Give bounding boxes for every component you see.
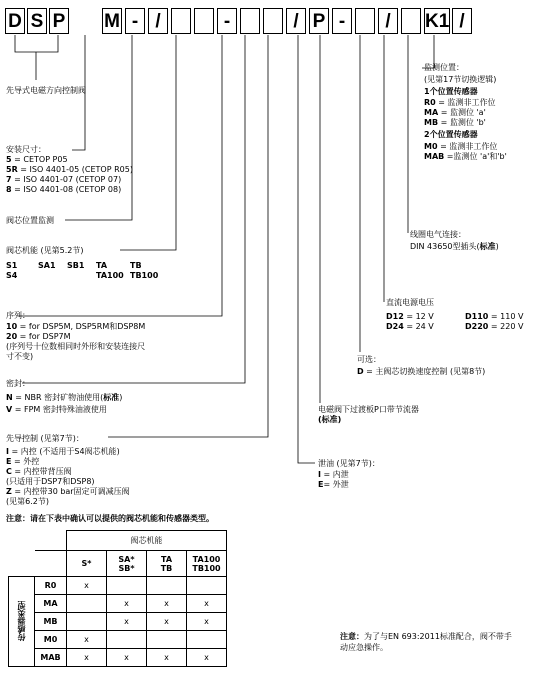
code-cell-6: - — [125, 8, 145, 34]
pilot-item-6: (见第6.2节) — [6, 497, 49, 506]
code-cell-15: - — [332, 8, 352, 34]
spool-code: TA — [96, 261, 108, 270]
table-header-group: 阀芯机能 — [67, 531, 227, 551]
drain-item-i: I = 内泄 — [318, 470, 349, 479]
pilot-item-3: C = 内控带背压阀 — [6, 467, 72, 476]
mount-item-2: 5R = ISO 4401-05 (CETOP R05) — [6, 165, 133, 174]
pilot-item-1: I = 内控 (不适用于S4阀芯机能) — [6, 447, 120, 456]
spool-code: TB100 — [130, 271, 159, 280]
table-col-header: SA* SB* — [107, 551, 147, 577]
code-cell-20: / — [452, 8, 472, 34]
option-title: 可选： — [357, 355, 381, 364]
code-cell-13: / — [286, 8, 306, 34]
pilot-item-5: Z = 内控带30 bar固定可调减压阀 — [6, 487, 130, 496]
monitor-one-r0: R0 = 监测非工作位 — [424, 98, 496, 107]
code-cell-2: S — [27, 8, 47, 34]
pilot-item-2: E = 外控 — [6, 457, 40, 466]
spool-code: SA1 — [38, 261, 56, 270]
series-item-1: 10 = for DSP5M, DSP5RM和DSP8M — [6, 322, 146, 331]
note-main: 注意：请在下表中确认可以提供的阀芯机能和传感器类型。 — [6, 514, 214, 523]
option-item: D = 主阀芯切换速度控制 (见第8节) — [357, 367, 486, 376]
code-cell-17: / — [378, 8, 398, 34]
monitor-title: 监测位置： — [424, 63, 464, 72]
monitor-two-mab: MAB =监测位 'a'和'b' — [424, 152, 507, 161]
pilot-valve-label: 先导式电磁方向控制阀 — [6, 86, 86, 95]
note-bottom-2: 动应急操作。 — [340, 643, 388, 652]
code-cell-5: M — [102, 8, 122, 34]
spool-code: TA100 — [96, 271, 124, 280]
monitor-one-title: 1个位置传感器 — [424, 87, 478, 96]
coil-text: DIN 43650型插头(标准) — [410, 242, 499, 251]
table-row: MB x x x — [9, 613, 227, 631]
monitor-two-title: 2个位置传感器 — [424, 130, 478, 139]
code-cell-10: - — [217, 8, 237, 34]
table-row: 传感器类型 R0 x — [9, 577, 227, 595]
spool-monitor-label: 阀芯位置监测 — [6, 216, 54, 225]
mount-item-4: 8 = ISO 4401-08 (CETOP 08) — [6, 185, 122, 194]
note-bottom-1: 注意：为了与EN 693:2011标准配合，阀不带手 — [340, 632, 512, 641]
pilot-item-4: (只适用于DSP7和DSP8) — [6, 477, 95, 486]
table-row: MAB x x x x — [9, 649, 227, 667]
voltage-d110: D110 = 110 V — [465, 312, 524, 321]
voltage-title: 直流电源电压 — [386, 298, 434, 307]
seal-item-v: V = FPM 密封特殊油液使用 — [6, 405, 107, 414]
voltage-d220: D220 = 220 V — [465, 322, 524, 331]
spool-code: S1 — [6, 261, 18, 270]
spool-code: TB — [130, 261, 142, 270]
spool-code: S4 — [6, 271, 18, 280]
table-col-header: S* — [67, 551, 107, 577]
spool-code: SB1 — [67, 261, 85, 270]
drain-title: 泄油 (见第7节)： — [318, 459, 380, 468]
table-row: MA x x x — [9, 595, 227, 613]
table-col-header: TA TB — [147, 551, 187, 577]
mount-item-1: 5 = CETOP P05 — [6, 155, 68, 164]
throttle-label: 电磁阀下过渡板P口带节流器 — [318, 405, 419, 414]
code-cell-7: / — [148, 8, 168, 34]
series-note-1: (序列号十位数相同时外形和安装连接尺 — [6, 342, 146, 351]
coil-title: 线圈电气连接： — [410, 230, 466, 239]
code-cell-3: P — [49, 8, 69, 34]
voltage-d12: D12 = 12 V — [386, 312, 434, 321]
drain-item-e: E= 外泄 — [318, 480, 349, 489]
code-cell-1: D — [5, 8, 25, 34]
table-row: M0 x — [9, 631, 227, 649]
monitor-ref: (见第17节切换逻辑) — [424, 75, 497, 84]
pilot-title: 先导控制 (见第7节)： — [6, 434, 84, 443]
series-note-2: 寸不变) — [6, 352, 34, 361]
code-cell-14: P — [309, 8, 329, 34]
mount-item-3: 7 = ISO 4401-07 (CETOP 07) — [6, 175, 122, 184]
seal-item-n: N = NBR 密封矿物油使用(标准) — [6, 393, 123, 402]
sensor-spool-table — [8, 530, 227, 667]
code-cell-19: K1 — [424, 8, 450, 34]
monitor-two-m0: M0 = 监测非工作位 — [424, 142, 498, 151]
throttle-std: (标准) — [318, 415, 342, 424]
seal-title: 密封： — [6, 379, 30, 388]
monitor-one-mb: MB = 监测位 'b' — [424, 118, 486, 127]
mount-title: 安装尺寸： — [6, 145, 46, 154]
monitor-one-ma: MA = 监测位 'a' — [424, 108, 486, 117]
table-col-header: TA100 TB100 — [187, 551, 227, 577]
series-title: 序列： — [6, 311, 30, 320]
spool-func-title: 阀芯机能 (见第5.2节) — [6, 246, 84, 255]
table-row-group: 传感器类型 — [9, 577, 35, 667]
series-item-2: 20 = for DSP7M — [6, 332, 71, 341]
voltage-d24: D24 = 24 V — [386, 322, 434, 331]
